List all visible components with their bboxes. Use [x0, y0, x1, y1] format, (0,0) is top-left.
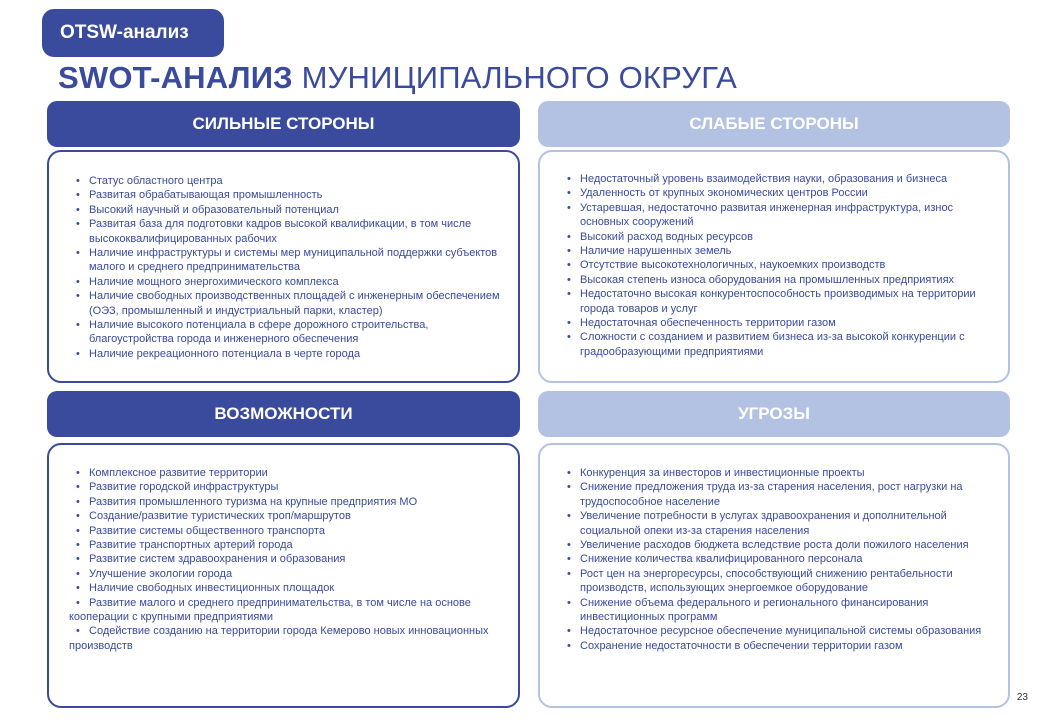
threats-item: • Сохранение недостаточности в обеспечении территории газом: [560, 639, 994, 653]
weaknesses-header: СЛАБЫЕ СТОРОНЫ: [538, 101, 1010, 147]
threats-item: • Снижение количества квалифицированного персонала: [560, 552, 994, 566]
opportunities-item: • Развития промышленного туризма на крупные предприятия МО: [69, 495, 504, 509]
opportunities-item: • Улучшение экологии города: [69, 567, 504, 581]
page-title: [58, 60, 737, 96]
threats-item: • Снижение предложения труда из-за старения населения, рост нагрузки на трудоспособное население: [560, 480, 994, 509]
strengths-item: • Наличие рекреационного потенциала в черте города: [69, 347, 504, 361]
weaknesses-box: [538, 150, 1010, 383]
opportunities-item: • Создание/развитие туристических троп/маршрутов: [69, 509, 504, 523]
threats-header: УГРОЗЫ: [538, 391, 1010, 437]
section-tag: OTSW-анализ: [42, 9, 224, 57]
opportunities-item: • Развитие систем здравоохранения и образования: [69, 552, 504, 566]
threats-item: • Увеличение потребности в услугах здравоохранения и дополнительной социальной опеки из-за старения населения: [560, 509, 994, 538]
opportunities-item: • Содействие созданию на территории города Кемерово новых инновационных производств: [69, 624, 504, 653]
weaknesses-item: • Наличие нарушенных земель: [560, 244, 994, 258]
threats-item: • Конкуренция за инвесторов и инвестиционные проекты: [560, 466, 994, 480]
weaknesses-item: • Устаревшая, недостаточно развитая инженерная инфраструктура, износ основных сооружений: [560, 201, 994, 230]
weaknesses-item: • Недостаточно высокая конкурентоспособность производимых на территории города товаров и услуг: [560, 287, 994, 316]
threats-item: • Рост цен на энергоресурсы, способствующий снижению рентабельности производств, использующих энергоемкое оборудование: [560, 567, 994, 596]
strengths-item: • Наличие мощного энергохимического комплекса: [69, 275, 504, 289]
strengths-box: [47, 150, 520, 383]
strengths-list: [69, 174, 504, 361]
opportunities-list: [69, 466, 504, 653]
opportunities-item: • Развитие системы общественного транспорта: [69, 524, 504, 538]
strengths-item: • Наличие свободных производственных площадей с инженерным обеспечением (ОЭЗ, промышленный и индустриальный парки, кластер): [69, 289, 504, 318]
opportunities-header: ВОЗМОЖНОСТИ: [47, 391, 520, 437]
opportunities-box: [47, 443, 520, 708]
threats-item: • Недостаточное ресурсное обеспечение муниципальной системы образования: [560, 624, 994, 638]
strengths-item: • Наличие инфраструктуры и системы мер муниципальной поддержки субъектов малого и среднего предпринимательства: [69, 246, 504, 275]
strengths-item: • Наличие высокого потенциала в сфере дорожного строительства, благоустройства города и инженерного обеспечения: [69, 318, 504, 347]
weaknesses-item: • Отсутствие высокотехнологичных, наукоемких производств: [560, 258, 994, 272]
strengths-item: • Статус областного центра: [69, 174, 504, 188]
weaknesses-item: • Недостаточный уровень взаимодействия науки, образования и бизнеса: [560, 172, 994, 186]
weaknesses-item: • Удаленность от крупных экономических центров России: [560, 186, 994, 200]
page-number: 23: [1016, 692, 1028, 703]
strengths-item: • Высокий научный и образовательный потенциал: [69, 203, 504, 217]
opportunities-item: • Развитие транспортных артерий города: [69, 538, 504, 552]
strengths-item: • Развитая обрабатывающая промышленность: [69, 188, 504, 202]
opportunities-item: • Развитие малого и среднего предпринимательства, в том числе на основе кооперации с крупными предприятиями: [69, 596, 504, 625]
threats-list: [560, 466, 994, 653]
page-title-bold: SWOT-АНАЛИЗ: [58, 60, 293, 95]
opportunities-item: • Комплексное развитие территории: [69, 466, 504, 480]
opportunities-item: • Наличие свободных инвестиционных площадок: [69, 581, 504, 595]
weaknesses-item: • Недостаточная обеспеченность территории газом: [560, 316, 994, 330]
threats-box: [538, 443, 1010, 708]
strengths-header: СИЛЬНЫЕ СТОРОНЫ: [47, 101, 520, 147]
threats-item: • Увеличение расходов бюджета вследствие роста доли пожилого населения: [560, 538, 994, 552]
strengths-item: • Развитая база для подготовки кадров высокой квалификации, в том числе высококвалифицированных рабочих: [69, 217, 504, 246]
weaknesses-list: [560, 172, 994, 359]
page-title-rest: МУНИЦИПАЛЬНОГО ОКРУГА: [292, 60, 738, 95]
weaknesses-item: • Высокий расход водных ресурсов: [560, 230, 994, 244]
opportunities-item: • Развитие городской инфраструктуры: [69, 480, 504, 494]
threats-item: • Снижение объема федерального и регионального финансирования инвестиционных программ: [560, 596, 994, 625]
weaknesses-item: • Высокая степень износа оборудования на промышленных предприятиях: [560, 273, 994, 287]
weaknesses-item: • Сложности с созданием и развитием бизнеса из-за высокой конкуренции с градообразующими предприятиями: [560, 330, 994, 359]
